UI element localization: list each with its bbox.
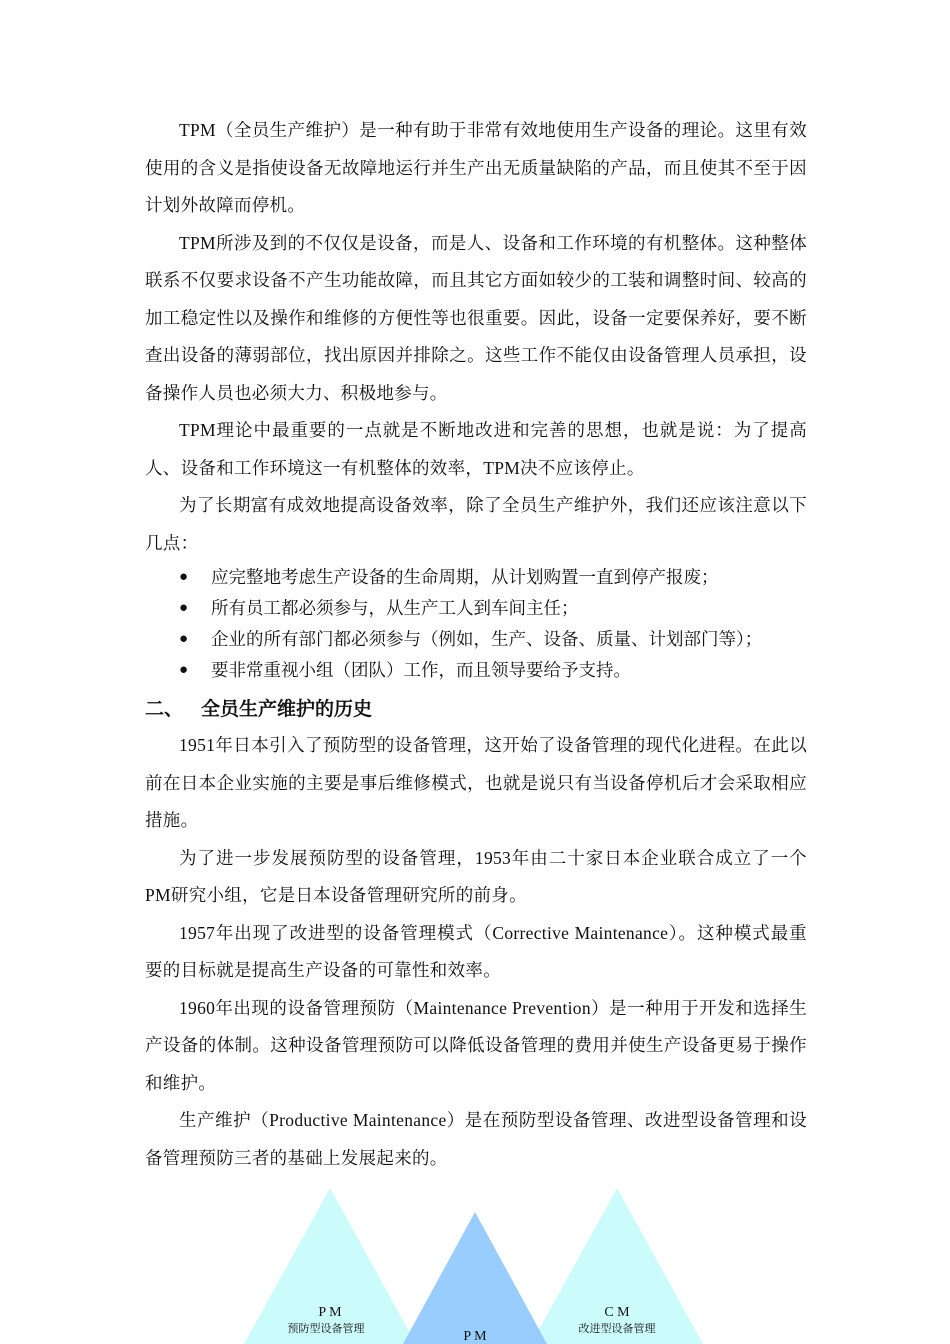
bullet-icon: ● [179,662,189,678]
intro-paragraph: TPM所涉及到的不仅仅是设备，而是人、设备和工作环境的有机整体。这种整体联系不仅要求设备不产生功能故障，而且其它方面如较少的工装和调整时间、较高的加工稳定性以及操作和维修的方便性等也很重要。因此，设备一定要保养好，要不断查出设备的薄弱部位，找出原因并排除之。这些工作不能仅由设备管理人员承担，设备操作人员也必须大力、积极地参与。 [145,232,807,403]
pm-abbr-label: P M [318,1305,342,1320]
pm-triangle [244,1188,416,1344]
section-title: 全员生产维护的历史 [201,698,373,720]
bullet-icon: ● [179,569,189,585]
list-item-text: 所有员工都必须参与，从生产工人到车间主任； [211,598,579,618]
intro-paragraph: 为了长期富有成效地提高设备效率，除了全员生产维护外，我们还应该注意以下几点： [145,495,807,553]
center-abbr-label: P M [463,1329,487,1344]
history-paragraph: 1960年出现的设备管理预防（Maintenance Prevention）是一种用于开发和选择生产设备的体制。这种设备管理预防可以降低设备管理的费用并使生产设备更易于操作和维护。 [145,997,807,1093]
list-item-text: 企业的所有部门都必须参与（例如，生产、设备、质量、计划部门等）； [211,629,763,649]
list-item-text: 要非常重视小组（团队）工作，而且领导要给予支持。 [211,660,631,680]
cm-abbr-label: C M [604,1305,630,1320]
cm-full-label: 改进型设备管理 [578,1323,656,1335]
bullet-icon: ● [179,631,189,647]
center-pm-triangle [403,1212,547,1344]
pm-full-label: 预防型设备管理 [287,1323,365,1335]
bullet-icon: ● [179,600,189,616]
history-paragraph: 为了进一步发展预防型的设备管理，1953年由二十家日本企业联合成立了一个PM研究小组，它是日本设备管理研究所的前身。 [145,847,807,905]
history-paragraph: 生产维护（Productive Maintenance）是在预防型设备管理、改进型设备管理和设备管理预防三者的基础上发展起来的。 [145,1110,807,1168]
cm-triangle [531,1188,703,1344]
list-item-text: 应完整地考虑生产设备的生命周期，从计划购置一直到停产报废； [211,567,719,587]
intro-paragraph: TPM理论中最重要的一点就是不断地改进和完善的思想，也就是说：为了提高人、设备和工作环境这一有机整体的效率，TPM决不应该停止。 [145,420,807,478]
intro-paragraph: TPM（全员生产维护）是一种有助于非常有效地使用生产设备的理论。这里有效使用的含义是指使设备无故障地运行并生产出无质量缺陷的产品，而且使其不至于因计划外故障而停机。 [145,120,807,215]
history-paragraph: 1951年日本引入了预防型的设备管理，这开始了设备管理的现代化进程。在此以前在日本企业实施的主要是事后维修模式，也就是说只有当设备停机后才会采取相应措施。 [145,735,807,830]
history-paragraph: 1957年出现了改进型的设备管理模式（Corrective Maintenance）。这种模式最重要的目标就是提高生产设备的可靠性和效率。 [145,922,807,980]
section-number: 二、 [145,698,184,720]
